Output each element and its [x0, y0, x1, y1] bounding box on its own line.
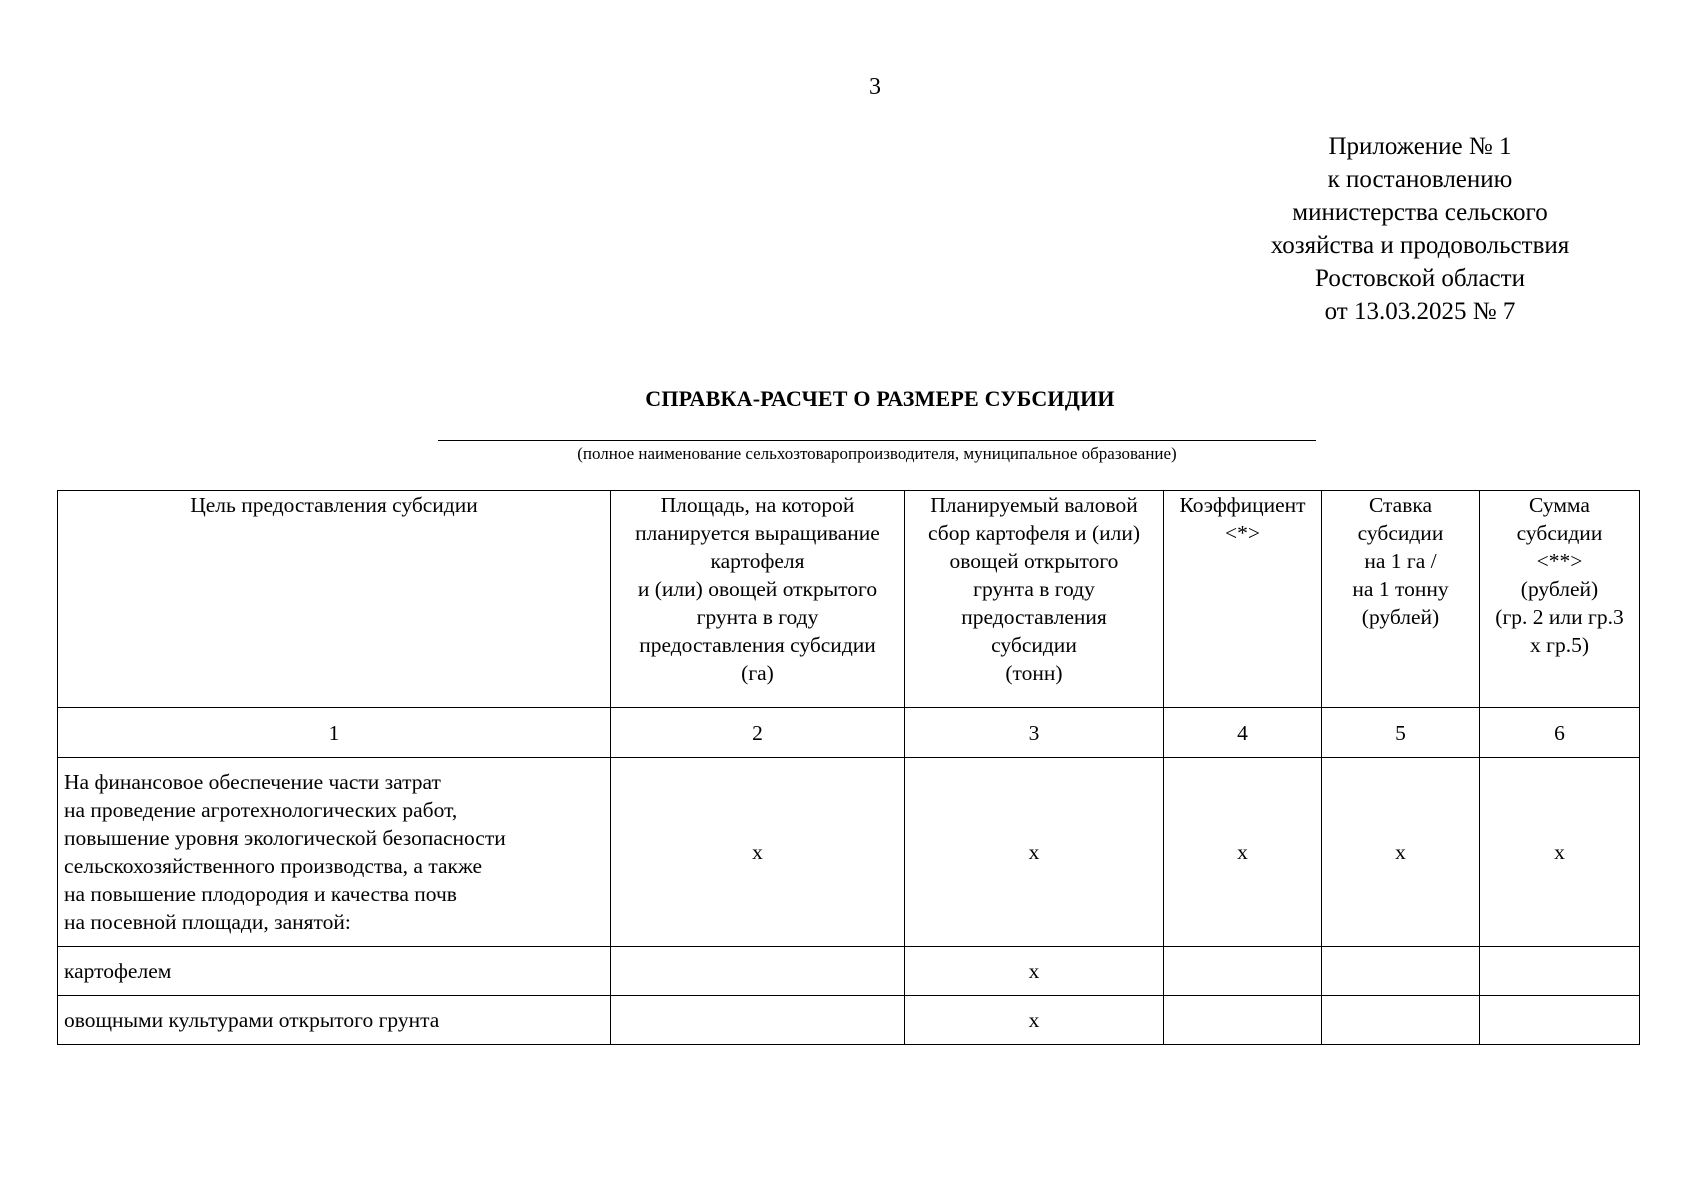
- column-number-row: [58, 708, 1640, 758]
- header-line: (рублей): [1361, 605, 1440, 629]
- goal-line: на посевной площади, занятой:: [64, 910, 351, 934]
- table-cell: [611, 947, 905, 996]
- header-line: грунта в году: [973, 577, 1095, 601]
- header-goal: [58, 491, 611, 708]
- annex-line: от 13.03.2025 № 7: [1324, 298, 1516, 325]
- table-cell: [1164, 947, 1322, 996]
- header-line: х гр.5): [1530, 633, 1589, 657]
- goal-cell: [58, 947, 611, 996]
- header-line: Ставка: [1368, 493, 1433, 517]
- subsidy-table: [57, 490, 1640, 1045]
- header-line: (рублей): [1520, 577, 1599, 601]
- table-header-row: [58, 491, 1640, 708]
- table-cell: [1480, 996, 1640, 1045]
- table-cell: х: [905, 996, 1164, 1045]
- table-cell: х: [1480, 758, 1640, 947]
- header-line: предоставления: [961, 605, 1107, 629]
- column-number: 3: [905, 708, 1164, 758]
- header-line: на 1 га /: [1364, 549, 1437, 573]
- goal-line: на проведение агротехнологических работ,: [64, 798, 458, 822]
- header-harvest: [905, 491, 1164, 708]
- header-line: (тонн): [1005, 661, 1063, 685]
- header-line: субсидии: [991, 633, 1077, 657]
- document-title: СПРАВКА-РАСЧЕТ О РАЗМЕРЕ СУБСИДИИ: [645, 386, 1115, 411]
- header-line: (га): [741, 661, 774, 685]
- header-line: субсидии: [1516, 521, 1603, 545]
- header-area: [611, 491, 905, 708]
- header-line: Коэффициент: [1179, 493, 1306, 517]
- header-line: (гр. 2 или гр.3: [1495, 605, 1624, 629]
- header-line: планируется выращивание: [635, 521, 880, 545]
- table-cell: [1480, 947, 1640, 996]
- table-cell: х: [1322, 758, 1480, 947]
- table-row: [58, 758, 1640, 947]
- column-number: 1: [58, 708, 611, 758]
- header-line: <**>: [1536, 549, 1583, 573]
- annex-line: хозяйства и продовольствия: [1270, 232, 1570, 259]
- header-line: Цель предоставления субсидии: [190, 493, 478, 517]
- column-number: 6: [1480, 708, 1640, 758]
- annex-line: Ростовской области: [1315, 265, 1525, 292]
- header-line: овощей открытого: [949, 549, 1119, 573]
- table-cell: х: [905, 947, 1164, 996]
- goal-cell: [58, 996, 611, 1045]
- table-cell: [611, 996, 905, 1045]
- annex-line: министерства сельского: [1292, 199, 1548, 226]
- annex-line: Приложение № 1: [1328, 133, 1512, 160]
- header-line: Планируемый валовой: [930, 493, 1138, 517]
- goal-cell: [58, 758, 611, 947]
- header-line: субсидии: [1357, 521, 1444, 545]
- header-line: Площадь, на которой: [660, 493, 855, 517]
- column-number: 4: [1164, 708, 1322, 758]
- table-cell: х: [905, 758, 1164, 947]
- column-number: 5: [1322, 708, 1480, 758]
- header-line: картофеля: [710, 549, 805, 573]
- table-row: [58, 947, 1640, 996]
- goal-line: повышение уровня экологической безопасности: [64, 826, 506, 850]
- goal-line: овощными культурами открытого грунта: [64, 1008, 440, 1032]
- header-line: <*>: [1224, 521, 1260, 545]
- header-rate: [1322, 491, 1480, 708]
- table-cell: х: [1164, 758, 1322, 947]
- annex-block: [1220, 130, 1620, 328]
- page-number: 3: [869, 74, 881, 100]
- header-coefficient: [1164, 491, 1322, 708]
- goal-line: картофелем: [64, 959, 172, 983]
- header-line: на 1 тонну: [1352, 577, 1449, 601]
- header-line: предоставления субсидии: [639, 633, 876, 657]
- header-line: сбор картофеля и (или): [927, 521, 1141, 545]
- goal-line: на повышение плодородия и качества почв: [64, 882, 457, 906]
- header-line: и (или) овощей открытого: [637, 577, 878, 601]
- column-number: 2: [611, 708, 905, 758]
- table-cell: х: [611, 758, 905, 947]
- goal-line: сельскохозяйственного производства, а также: [64, 854, 483, 878]
- annex-line: к постановлению: [1327, 166, 1513, 193]
- goal-line: На финансовое обеспечение части затрат: [64, 770, 441, 794]
- table-row: [58, 996, 1640, 1045]
- name-fill-line: [438, 440, 1316, 441]
- name-caption: (полное наименование сельхозтоваропроизводителя, муниципальное образование): [577, 444, 1177, 463]
- table-cell: [1164, 996, 1322, 1045]
- table-cell: [1322, 947, 1480, 996]
- header-line: Сумма: [1529, 493, 1590, 517]
- header-sum: [1480, 491, 1640, 708]
- table-cell: [1322, 996, 1480, 1045]
- header-line: грунта в году: [696, 605, 819, 629]
